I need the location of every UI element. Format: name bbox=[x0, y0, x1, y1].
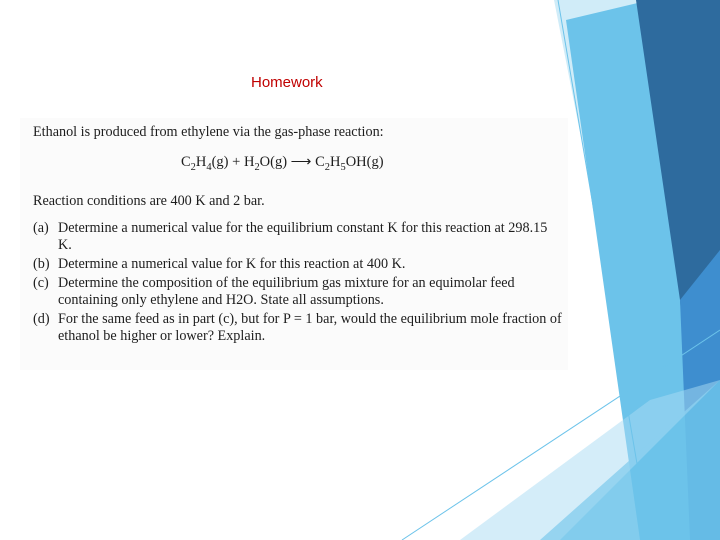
slide-title: Homework bbox=[251, 74, 323, 91]
plus-sign: + bbox=[232, 154, 241, 170]
part-text: Determine a numerical value for the equilibrium constant K for this reaction at 298.15 K. bbox=[58, 219, 548, 253]
product-ethanol: $C_2H_5OH(g)$ bbox=[315, 154, 384, 173]
problem-part-b bbox=[33, 256, 563, 273]
part-text: Determine a numerical value for K for this reaction at 400 K. bbox=[58, 255, 406, 272]
problem-parts bbox=[33, 220, 563, 345]
problem-part-d bbox=[33, 311, 563, 345]
part-label: (d) bbox=[33, 310, 50, 327]
part-label: (a) bbox=[33, 219, 49, 236]
reaction-arrow: ⟶ bbox=[290, 154, 312, 170]
part-text: For the same feed as in part (c), but for P = 1 bar, would the equilibrium mole fraction of ethanol be higher or lower? Explain. bbox=[58, 310, 562, 344]
part-label: (b) bbox=[33, 255, 50, 272]
reactant-water: $H_2O(g)$ bbox=[243, 154, 288, 173]
reaction-conditions: Reaction conditions are 400 K and 2 bar. bbox=[33, 192, 265, 209]
problem-part-a bbox=[33, 220, 563, 254]
problem-statement bbox=[33, 124, 563, 347]
reactant-ethylene: $C_2H_4(g)$ bbox=[181, 154, 229, 173]
part-label: (c) bbox=[33, 274, 49, 291]
part-text: Determine the composition of the equilibrium gas mixture for an equimolar feed containing only ethylene and H2O. State all assumptions. bbox=[58, 274, 515, 308]
problem-part-c bbox=[33, 275, 563, 309]
problem-intro: Ethanol is produced from ethylene via the gas-phase reaction: bbox=[33, 124, 384, 140]
reaction-equation bbox=[181, 154, 563, 176]
